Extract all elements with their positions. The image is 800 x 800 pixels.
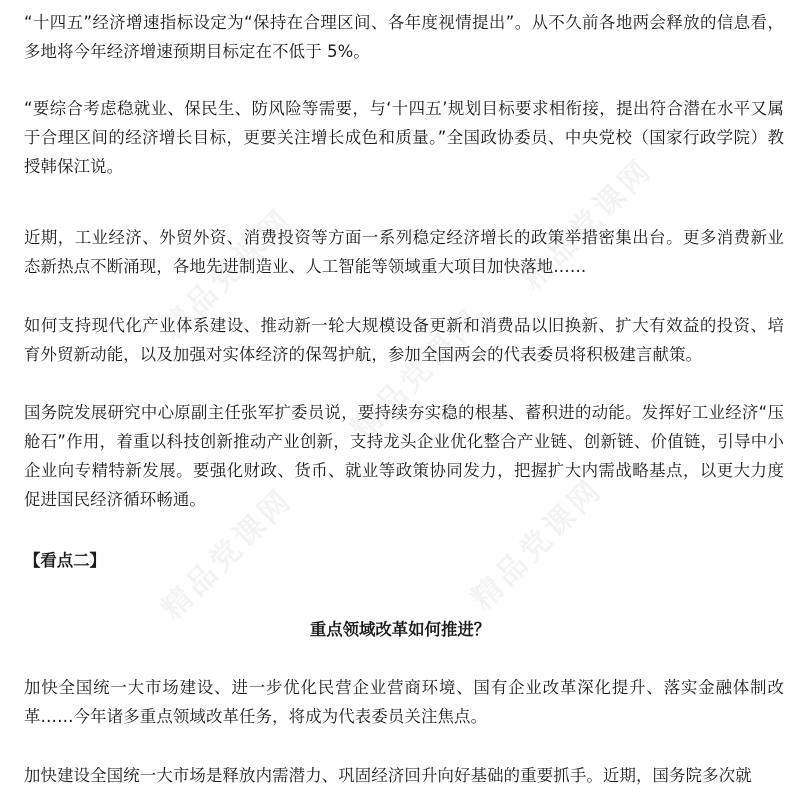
watermark: 精品党课网 xyxy=(514,151,660,297)
paragraph-7: 加快建设全国统一大市场是释放内需潜力、巩固经济回升向好基础的重要抓手。近期，国务院多次就 xyxy=(24,766,752,785)
watermark: 精品党课网 xyxy=(464,471,610,617)
paragraph-3: 近期，工业经济、外贸外资、消费投资等方面一系列稳定经济增长的政策举措密集出台。更多消费新业态新热点不断涌现，各地先进制造业、人工智能等领域重大项目加快落地…… xyxy=(24,228,784,276)
paragraph-5: 国务院发展研究中心原副主任张军扩委员说，要持续夯实稳的根基、蓄积进的动能。发挥好工业经济“压舱石”作用，着重以科技创新推动产业创新，支持龙头企业优化整合产业链、创新链、价值链，引导中小企业向专精特新发展。要强化财政、货币、就业等政策协同发力，把握扩大内需战略基点，以更大力度促进国民经济循环畅通。 xyxy=(24,403,784,509)
paragraph-4: 如何支持现代化产业体系建设、推动新一轮大规模设备更新和消费品以旧换新、扩大有效益的投资、培育外贸新动能，以及加强对实体经济的保驾护航，参加全国两会的代表委员将积极建言献策。 xyxy=(24,316,784,364)
watermark: 精品党课网 xyxy=(344,301,490,447)
paragraph-1: “十四五”经济增速指标设定为“保持在合理区间、各年度视情提出”。从不久前各地两会释放的信息看，多地将今年经济增速预期目标定在不低于 5%。 xyxy=(24,13,784,61)
watermark: 精品党课网 xyxy=(154,481,300,627)
paragraph-2: “要综合考虑稳就业、保民生、防风险等需要，与‘十四五’规划目标要求相衔接，提出符合潜在水平又属于合理区间的经济增长目标，更要关注增长成色和质量。”全国政协委员、中央党校（国家行政学院）教授韩保江说。 xyxy=(24,99,784,176)
paragraph-6: 加快全国统一大市场建设、进一步优化民营企业营商环境、国有企业改革深化提升、落实金融体制改革……今年诸多重点领域改革任务，将成为代表委员关注焦点。 xyxy=(24,678,784,726)
section-title: 重点领域改革如何推进？ xyxy=(309,620,491,639)
watermark: 精品党课网 xyxy=(154,201,300,347)
section-marker: 【看点二】 xyxy=(24,551,106,570)
